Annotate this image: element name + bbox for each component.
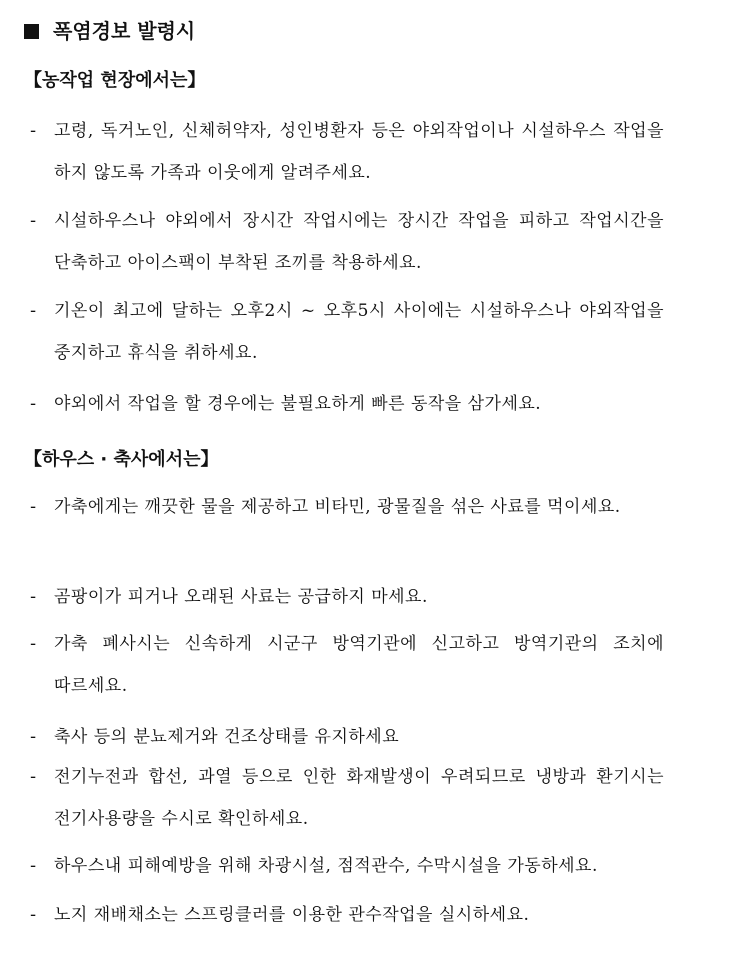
dash-bullet: - xyxy=(30,587,37,607)
dash-bullet: - xyxy=(30,634,37,654)
dash-bullet: - xyxy=(30,856,37,876)
page-title xyxy=(24,16,195,46)
section-heading-house-barn: 【하우스 · 축사에서는】 xyxy=(24,449,219,470)
list-item: - 축사 등의 분뇨제거와 건조상태를 유지하세요 xyxy=(30,716,664,758)
dash-bullet: - xyxy=(30,211,37,231)
dash-bullet: - xyxy=(30,905,37,925)
list-item: - 가축에게는 깨끗한 물을 제공하고 비타민, 광물질을 섞은 사료를 먹이세요. xyxy=(30,486,664,528)
dash-bullet: - xyxy=(30,767,37,787)
page-title-text: 폭염경보 발령시 xyxy=(53,19,196,43)
list-item: - 시설하우스나 야외에서 장시간 작업시에는 장시간 작업을 피하고 작업시간을 단축하고 아이스팩이 부착된 조끼를 착용하세요. xyxy=(30,200,664,284)
dash-bullet: - xyxy=(30,727,37,747)
dash-bullet: - xyxy=(30,121,37,141)
list-item: - 야외에서 작업을 할 경우에는 불필요하게 빠른 동작을 삼가세요. xyxy=(30,383,664,425)
black-square-icon xyxy=(24,24,39,39)
list-item: - 고령, 독거노인, 신체허약자, 성인병환자 등은 야외작업이나 시설하우스 작업을 하지 않도록 가족과 이웃에게 알려주세요. xyxy=(30,110,664,194)
list-item: - 노지 재배채소는 스프링클러를 이용한 관수작업을 실시하세요. xyxy=(30,894,664,936)
list-item: - 전기누전과 합선, 과열 등으로 인한 화재발생이 우려되므로 냉방과 환기시는 전기사용량을 수시로 확인하세요. xyxy=(30,756,664,840)
section-heading-farm-work: 【농작업 현장에서는】 xyxy=(24,70,206,91)
dash-bullet: - xyxy=(30,301,37,321)
list-item: - 곰팡이가 피거나 오래된 사료는 공급하지 마세요. xyxy=(30,576,664,618)
dash-bullet: - xyxy=(30,497,37,517)
list-item: - 가축 폐사시는 신속하게 시군구 방역기관에 신고하고 방역기관의 조치에 따르세요. xyxy=(30,623,664,707)
list-item: - 기온이 최고에 달하는 오후2시 ~ 오후5시 사이에는 시설하우스나 야외작업을 중지하고 휴식을 취하세요. xyxy=(30,290,664,374)
list-item: - 하우스내 피해예방을 위해 차광시설, 점적관수, 수막시설을 가동하세요. xyxy=(30,845,664,887)
dash-bullet: - xyxy=(30,394,37,414)
